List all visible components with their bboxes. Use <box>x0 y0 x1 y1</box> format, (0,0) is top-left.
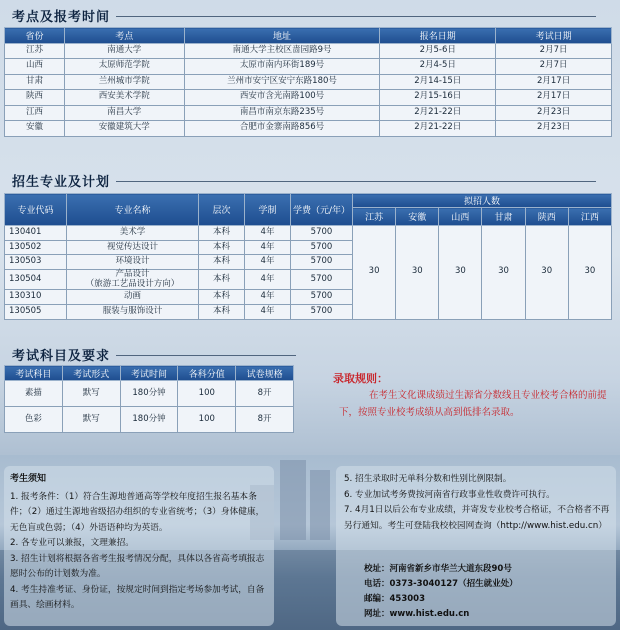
table-cell: 江苏 <box>5 43 65 59</box>
majors-plan-table <box>4 193 612 320</box>
table-cell: 素描 <box>5 381 63 407</box>
major-name: 美术学 <box>119 226 146 237</box>
table-cell-name <box>67 290 199 305</box>
table-cell: 8开 <box>236 407 294 433</box>
table-cell-fee: 5700 <box>291 255 353 270</box>
table-cell: 南昌市南京东路235号 <box>184 105 380 121</box>
table-cell: 100 <box>178 407 236 433</box>
table-cell: 默写 <box>62 407 120 433</box>
quota-cell: 30 <box>525 226 568 320</box>
col-fee: 学费（元/年） <box>291 194 353 226</box>
table-cell-code: 130401 <box>5 226 67 241</box>
rules-title: 录取规则： <box>333 372 388 385</box>
notes-item: 7. 4月1日以后公布专业成绩，并寄发专业校考合格证，不合格者不再另行通知。考生可登陆我校校园网查询（http://www.hist.edu.cn） <box>344 505 610 531</box>
table-cell: 南昌大学 <box>64 105 184 121</box>
quota-cell: 30 <box>396 226 439 320</box>
quota-cell: 30 <box>353 226 396 320</box>
col-quota: 拟招人数 <box>353 194 612 208</box>
table-cell: 太原市南内环街189号 <box>184 59 380 75</box>
table-cell: 2月14-15日 <box>380 74 496 90</box>
notes-title: 考生须知 <box>10 474 47 484</box>
table-row <box>5 59 612 75</box>
contact-postcode: 邮编：453003 <box>364 594 425 604</box>
table-cell: 山西 <box>5 59 65 75</box>
table-cell: 2月21-22日 <box>380 105 496 121</box>
province-header: 江苏 <box>353 208 396 226</box>
table-cell: 100 <box>178 381 236 407</box>
table-row <box>5 226 612 241</box>
table-cell-level: 本科 <box>199 226 245 241</box>
column-header: 各科分值 <box>178 366 236 381</box>
province-header: 陕西 <box>525 208 568 226</box>
table-cell-name <box>67 304 199 319</box>
table-header-row <box>5 366 294 381</box>
major-name: 视觉传达设计 <box>106 241 158 252</box>
contact-address: 校址：河南省新乡市华兰大道东段90号 <box>364 564 512 574</box>
table-cell-fee: 5700 <box>291 290 353 305</box>
column-header: 考试形式 <box>62 366 120 381</box>
col-code: 专业代码 <box>5 194 67 226</box>
table-cell-level: 本科 <box>199 304 245 319</box>
table-row <box>5 407 294 433</box>
table-cell-years: 4年 <box>245 304 291 319</box>
exam-subjects-table <box>4 365 294 433</box>
notes-item: 4. 考生持准考证、身份证，按规定时间到指定考场参加考试，自备画具、绘画材料。 <box>10 584 265 610</box>
major-name: 环境设计 <box>115 256 150 267</box>
table-row <box>5 90 612 106</box>
table-cell: 甘肃 <box>5 74 65 90</box>
major-name-sub: （旅游工艺品设计方向） <box>85 278 180 289</box>
contact-website[interactable]: 网址：www.hist.edu.cn <box>364 609 470 619</box>
table-cell-level: 本科 <box>199 240 245 255</box>
province-header: 安徽 <box>396 208 439 226</box>
major-name: 动画 <box>123 291 141 302</box>
notes-item: 5. 招生录取时无单科分数和性别比例限制。 <box>344 474 512 484</box>
quota-cell: 30 <box>568 226 611 320</box>
table-cell-level: 本科 <box>199 269 245 290</box>
table-cell: 兰州市安宁区安宁东路180号 <box>184 74 380 90</box>
table-cell-code: 130503 <box>5 255 67 270</box>
table-cell-fee: 5700 <box>291 304 353 319</box>
table-row <box>5 105 612 121</box>
province-header: 江西 <box>568 208 611 226</box>
table-cell: 默写 <box>62 381 120 407</box>
notes-item: 3. 招生计划将根据各省考生报考情况分配，具体以各省高考填报志愿时公布的计划数为准。 <box>10 553 265 579</box>
table-row <box>5 74 612 90</box>
notes-item: 1. 报考条件：（1）符合生源地普通高等学校年度招生报名基本条件；（2）通过生源地省级招办组织的专业省统考；（3）身体健康，无色盲或色弱；（4）外语语种均为英语。 <box>10 491 265 533</box>
major-name: 服装与服饰设计 <box>102 305 163 316</box>
table-cell: 色彩 <box>5 407 63 433</box>
table-cell: 江西 <box>5 105 65 121</box>
section3-title: 考试科目及要求 <box>12 345 110 364</box>
column-header: 考试日期 <box>496 28 612 44</box>
table-cell: 安徽建筑大学 <box>64 121 184 137</box>
table-cell: 8开 <box>236 381 294 407</box>
rules-text: 在考生文化课成绩过生源省分数线且专业校考合格的前提下，按照专业校考成绩从高到低排名录取。 <box>339 390 607 418</box>
table-cell: 2月17日 <box>496 90 612 106</box>
table-cell-level: 本科 <box>199 290 245 305</box>
quota-cell: 30 <box>482 226 525 320</box>
table-cell: 合肥市金寨南路856号 <box>184 121 380 137</box>
table-cell: 南通大学主校区啬园路9号 <box>184 43 380 59</box>
table-header-row <box>5 194 612 208</box>
notes-panel <box>4 466 274 626</box>
table-cell: 2月7日 <box>496 43 612 59</box>
table-cell: 太原师范学院 <box>64 59 184 75</box>
table-cell: 2月5-6日 <box>380 43 496 59</box>
table-cell-name <box>67 240 199 255</box>
table-cell: 2月7日 <box>496 59 612 75</box>
section2-title: 招生专业及计划 <box>12 171 110 190</box>
table-cell-fee: 5700 <box>291 226 353 241</box>
column-header: 考点 <box>64 28 184 44</box>
table-row <box>5 121 612 137</box>
column-header: 报名日期 <box>380 28 496 44</box>
table-cell-years: 4年 <box>245 240 291 255</box>
table-cell-name <box>67 226 199 241</box>
contact-info <box>364 562 518 622</box>
major-name: 产品设计 <box>115 268 150 279</box>
table-cell: 兰州城市学院 <box>64 74 184 90</box>
table-row <box>5 381 294 407</box>
table-cell: 2月23日 <box>496 105 612 121</box>
contact-phone: 电话：0373-3040127（招生就业处） <box>364 579 518 589</box>
table-cell: 2月4-5日 <box>380 59 496 75</box>
exam-locations-table <box>4 27 612 137</box>
col-name: 专业名称 <box>67 194 199 226</box>
table-cell-years: 4年 <box>245 290 291 305</box>
column-header: 省份 <box>5 28 65 44</box>
column-header: 地址 <box>184 28 380 44</box>
table-cell: 西安美术学院 <box>64 90 184 106</box>
col-level: 层次 <box>199 194 245 226</box>
table-cell-code: 130504 <box>5 269 67 290</box>
table-cell: 2月23日 <box>496 121 612 137</box>
column-header: 试卷规格 <box>236 366 294 381</box>
province-header: 山西 <box>439 208 482 226</box>
table-cell: 安徽 <box>5 121 65 137</box>
notes-item: 2. 各专业可以兼报，文理兼招。 <box>10 538 134 548</box>
table-cell-fee: 5700 <box>291 269 353 290</box>
table-cell-level: 本科 <box>199 255 245 270</box>
table-cell-code: 130502 <box>5 240 67 255</box>
table-cell-years: 4年 <box>245 269 291 290</box>
table-cell: 2月15-16日 <box>380 90 496 106</box>
table-cell-fee: 5700 <box>291 240 353 255</box>
quota-cell: 30 <box>439 226 482 320</box>
table-row <box>5 43 612 59</box>
notes-item: 6. 专业加试考务费按河南省行政事业性收费许可执行。 <box>344 489 555 500</box>
province-header: 甘肃 <box>482 208 525 226</box>
table-header-row <box>5 28 612 44</box>
section1-title: 考点及报考时间 <box>12 6 110 25</box>
table-cell-years: 4年 <box>245 255 291 270</box>
table-cell-code: 130505 <box>5 304 67 319</box>
table-cell: 陕西 <box>5 90 65 106</box>
table-cell-years: 4年 <box>245 226 291 241</box>
table-cell: 180分钟 <box>120 381 178 407</box>
table-cell: 西安市含光南路100号 <box>184 90 380 106</box>
table-cell: 南通大学 <box>64 43 184 59</box>
table-cell-code: 130310 <box>5 290 67 305</box>
table-cell: 2月21-22日 <box>380 121 496 137</box>
column-header: 考试时间 <box>120 366 178 381</box>
table-cell: 180分钟 <box>120 407 178 433</box>
table-cell-name <box>67 255 199 270</box>
table-cell: 2月17日 <box>496 74 612 90</box>
col-years: 学制 <box>245 194 291 226</box>
table-cell-name <box>67 269 199 290</box>
column-header: 考试科目 <box>5 366 63 381</box>
